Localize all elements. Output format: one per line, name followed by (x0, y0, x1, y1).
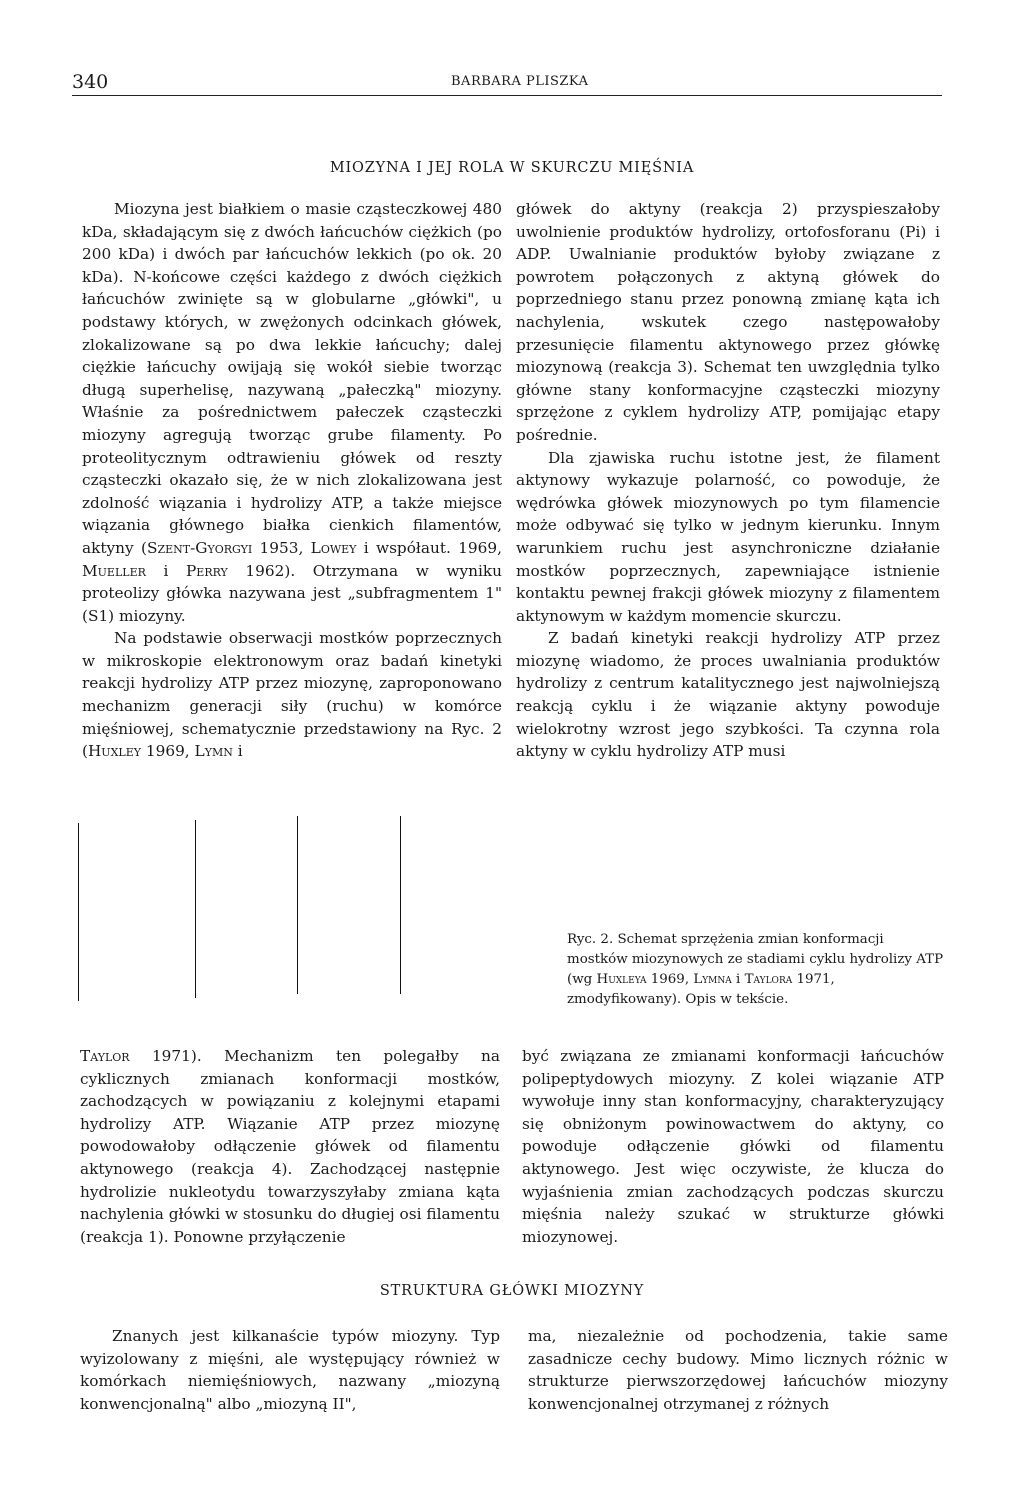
paragraph: Z badań kinetyki reakcji hydrolizy ATP przez miozynę wiadomo, że proces uwalniania produktów hydrolizy z centrum katalitycznego jest najwolniejszą reakcją cyklu i że wiązanie aktyny powoduje wielokrotny wzrost jego szybkości. Ta czynna rola aktyny w cyklu hydrolizy ATP musi (516, 629, 940, 761)
left-column-section1 (82, 198, 502, 763)
paragraph: główek do aktyny (reakcja 2) przyspieszałoby uwolnienie produktów hydrolizy, ortofosforanu (Pi) i ADP. Uwalnianie produktów byłoby związane z powrotem połączonych z aktyną główek do poprzedniego stanu przez ponowną zmianę kąta ich nachylenia, wskutek czego następowałoby przesunięcie filamentu aktynowego przez główkę miozynową (reakcja 3). Schemat ten uwzględnia tylko główne stany konformacyjne cząsteczki miozyny sprzężone z cyklem hydrolizy ATP, pomijając etapy pośrednie. (516, 200, 940, 444)
section-title-myosin-role: MIOZYNA I JEJ ROLA W SKURCZU MIĘŚNIA (329, 160, 695, 176)
paragraph: Dla zjawiska ruchu istotne jest, że filament aktynowy wykazuje polarność, co powoduje, że wędrówka główek miozynowych po tym filamencie może odbywać się tylko w jednym kierunku. Innym warunkiem ruchu jest asynchroniczne działanie mostków poprzecznych, zapewniające istnienie kontaktu pewnej frakcji główek miozyny z filamentem aktynowym w każdym momencie skurczu. (516, 448, 940, 625)
paragraph: Na podstawie obserwacji mostków poprzecznych w mikroskopie elektronowym oraz badań kinetyki reakcji hydrolizy ATP przez miozynę, zaproponowano mechanizm generacji siły (ruchu) w komórce mięśniowej, schematycznie przedstawiony na Ryc. 2 (Huxley 1969, Lymn i (82, 629, 502, 761)
paragraph: Znanych jest kilkanaście typów miozyny. Typ wyizolowany z mięśni, ale występujący również w komórkach niemięśniowych, nazwany „miozyną konwencjonalną" albo „miozyną II", (80, 1327, 500, 1413)
figure-line (297, 816, 298, 994)
paragraph: ma, niezależnie od pochodzenia, takie same zasadnicze cechy budowy. Mimo licznych różnic w strukturze pierwszorzędowej łańcuchów miozyny konwencjonalnej otrzymanej z różnych (528, 1327, 948, 1413)
figure-line (78, 823, 79, 1001)
paragraph: Miozyna jest białkiem o masie cząsteczkowej 480 kDa, składającym się z dwóch łańcuchów ciężkich (po 200 kDa) i dwóch par łańcuchów lekkich (po ok. 20 kDa). N-końcowe części każdego z dwóch ciężkich łańcuchów zwinięte są w globularne „główki", u podstawy których, w zwężonych odcinkach główek, zlokalizowane są po dwa lekkie łańcuchy; dalej ciężkie łańcuchy owijają się wokół siebie tworząc długą superhelisę, nazywaną „pałeczką" miozyny. Właśnie za pośrednictwem pałeczek cząsteczki miozyny agregują tworząc grube filamenty. Po proteolitycznym odtrawieniu główek od reszty cząsteczki okazało się, że w nich zlokalizowana jest zdolność wiązania i hydrolizy ATP, a także miejsce wiązania głównego białka cienkich filamentów, aktyny (Szent-Gyorgyi 1953, Lowey i współaut. 1969, Mueller i Perry 1962). Otrzymana w wyniku proteolizy główka nazywana jest „subfragmentem 1" (S1) miozyny. (82, 200, 502, 625)
right-column-continued (522, 1045, 944, 1248)
header-rule (72, 95, 942, 96)
left-column-continued (80, 1045, 500, 1248)
right-column-section2 (528, 1325, 948, 1415)
figure-line (400, 816, 401, 994)
right-column-section1 (516, 198, 940, 763)
paragraph: być związana ze zmianami konformacji łańcuchów polipeptydowych miozyny. Z kolei wiązanie ATP wywołuje inny stan konformacyjny, charakteryzujący się obniżonym powinowactwem do aktyny, co powoduje odłączenie główki od filamentu aktynowego. Jest więc oczywiste, że klucza do wyjaśnienia zmian zachodzących podczas skurczu mięśnia należy szukać w strukturze główki miozynowej. (522, 1047, 944, 1246)
figure-line (195, 820, 196, 998)
page-number: 340 (72, 71, 109, 93)
paragraph: Taylor 1971). Mechanizm ten polegałby na cyklicznych zmianach konformacji mostków, zachodzących w powiązaniu z kolejnymi etapami hydrolizy ATP. Wiązanie ATP przez miozynę powodowałoby odłączenie główek od filamentu aktynowego (reakcja 4). Zachodzącej następnie hydrolizie nukleotydu towarzyszyłaby zmiana kąta nachylenia główki w stosunku do długiej osi filamentu (reakcja 1). Ponowne przyłączenie (80, 1047, 500, 1246)
figure-caption: Ryc. 2. Schemat sprzężenia zmian konformacji mostków miozynowych ze stadiami cyklu hydrolizy ATP (wg Huxleya 1969, Lymna i Taylora 1971, zmodyfikowany). Opis w tekście. (567, 932, 944, 1007)
running-head: BARBARA PLISZKA (451, 74, 589, 89)
left-column-section2 (80, 1325, 500, 1415)
section-title-myosin-head-structure: STRUKTURA GŁÓWKI MIOZYNY (379, 1283, 645, 1299)
